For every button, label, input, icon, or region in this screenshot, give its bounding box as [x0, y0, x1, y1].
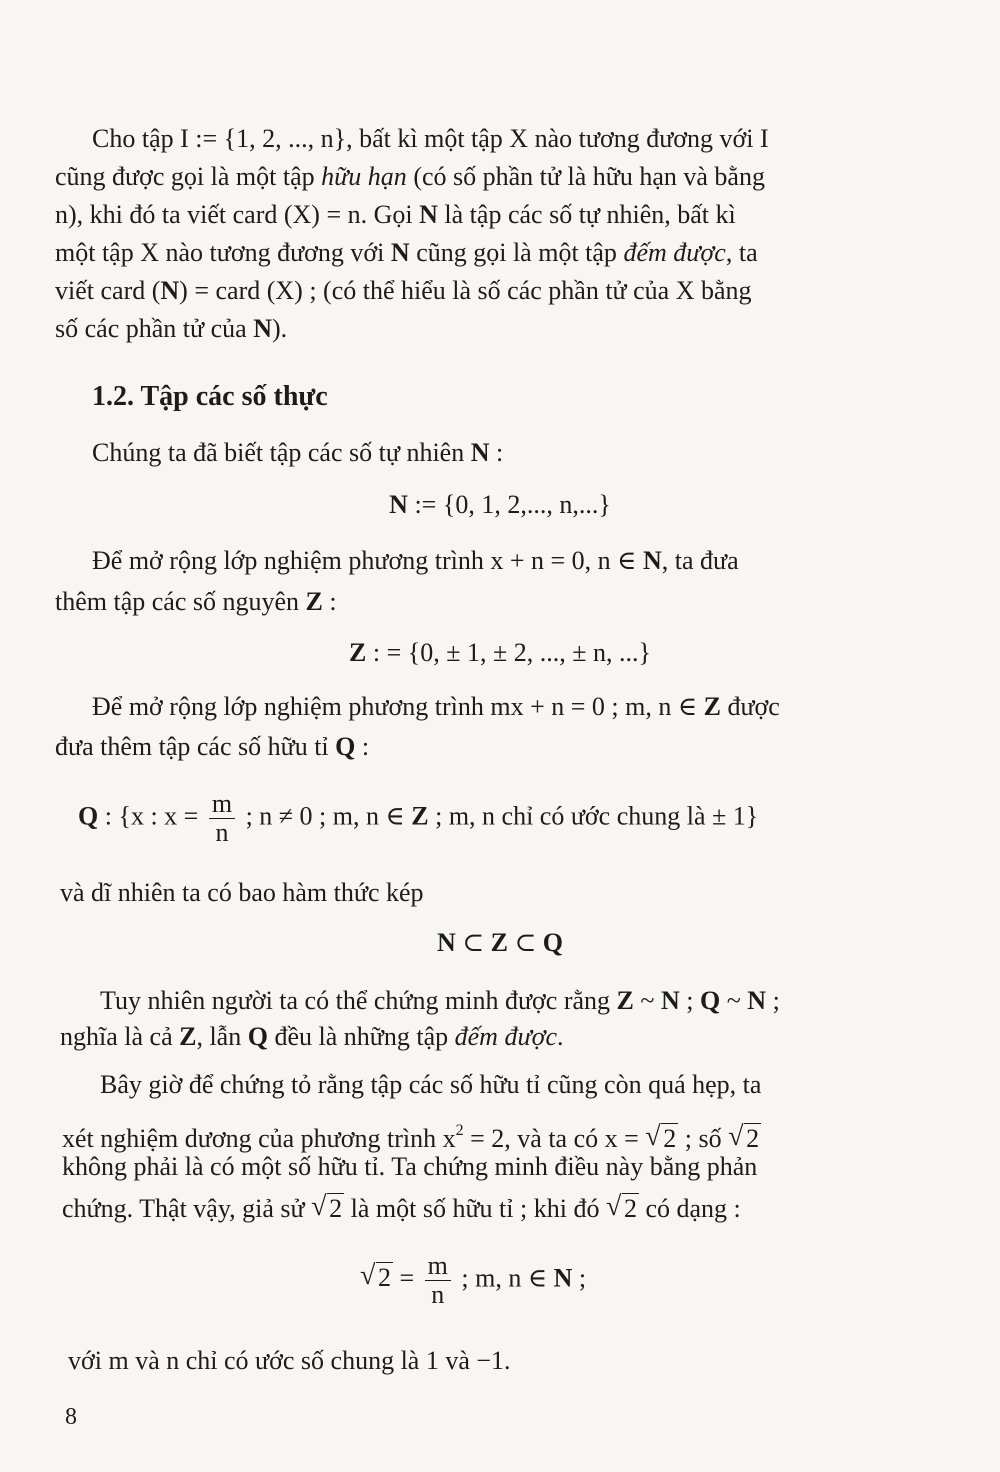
sqrt-symbol: √ 2: [728, 1124, 761, 1154]
sqrt-symbol: √ 2: [360, 1263, 393, 1293]
sqrt2-line3: không phải là có một số hữu tỉ. Ta chứng minh điều này bằng phản: [62, 1152, 758, 1181]
inclusion-chain: N ⊂ Z ⊂ Q: [437, 928, 563, 957]
paragraph1-line4: một tập X nào tương đương với N cũng gọi là một tập đếm được, ta: [55, 238, 758, 267]
sqrt2-line2: xét nghiệm dương của phương trình $x^2 = 2$, và ta có x = √ 2 ; số √ 2: [62, 1116, 761, 1154]
sqrt2-line1: Bây giờ để chứng tỏ rằng tập các số hữu tỉ cũng còn quá hẹp, ta: [100, 1070, 762, 1099]
paragraph1-line1: Cho tập I := {1, 2, ..., n}, bất kì một tập X nào tương đương với I: [92, 124, 769, 153]
countable-line1: Tuy nhiên người ta có thể chứng minh được rằng Z ~ N ; Q ~ N ;: [100, 986, 780, 1015]
natural-definition: N := {0, 1, 2,..., n,...}: [389, 490, 611, 519]
paragraph1-line6: số các phần tử của N).: [55, 314, 288, 343]
rationals-definition: Q : {x : x = $\frac{m}{n}$ ; n ≠ 0 ; m, n ∈ Z ; m, n chỉ có ước chung là ± 1}: [78, 789, 759, 847]
fraction-m-over-n: $\frac{m}{n}$: [209, 790, 235, 847]
rationals-line1: Để mở rộng lớp nghiệm phương trình mx + n = 0 ; m, n ∈ Z được: [92, 692, 780, 721]
sqrt-symbol: √ 2: [645, 1124, 678, 1154]
paragraph1-line2: cũng được gọi là một tập hữu hạn (có số phần tử là hữu hạn và bằng: [55, 162, 765, 191]
integers-line2: thêm tập các số nguyên Z :: [55, 587, 337, 616]
section-heading: 1.2. Tập các số thực: [92, 381, 328, 412]
page-number: 8: [65, 1404, 77, 1430]
countable-line2: nghĩa là cả Z, lẫn Q đều là những tập đếm được.: [60, 1022, 564, 1051]
integers-definition: Z : = {0, ± 1, ± 2, ..., ± n, ...}: [349, 638, 651, 667]
sqrt2-equation: √ 2 = $\frac{m}{n}$ ; m, n ∈ N ;: [360, 1252, 586, 1309]
sqrt-symbol: √ 2: [606, 1194, 639, 1224]
italic-term-countable: đếm được: [623, 238, 726, 267]
sqrt2-line4: chứng. Thật vậy, giả sử √ 2 là một số hữu tỉ ; khi đó √ 2 có dạng :: [62, 1194, 741, 1224]
fraction-m-over-n: $\frac{m}{n}$: [425, 1252, 451, 1309]
rationals-line2: đưa thêm tập các số hữu tỉ Q :: [55, 732, 370, 761]
paragraph1-line3: n), khi đó ta viết card (X) = n. Gọi N là tập các số tự nhiên, bất kì: [55, 200, 736, 229]
paragraph1-line5: viết card (N) = card (X) ; (có thể hiểu là số các phần tử của X bằng: [55, 276, 752, 305]
italic-term-finite: hữu hạn: [321, 162, 407, 191]
inclusion-intro: và dĩ nhiên ta có bao hàm thức kép: [60, 878, 424, 907]
sqrt2-last-line: với m và n chỉ có ước số chung là 1 và −1.: [68, 1346, 511, 1375]
sqrt-symbol: √ 2: [311, 1194, 344, 1224]
natural-intro: Chúng ta đã biết tập các số tự nhiên N :: [92, 438, 504, 467]
integers-line1: Để mở rộng lớp nghiệm phương trình x + n = 0, n ∈ N, ta đưa: [92, 546, 739, 575]
